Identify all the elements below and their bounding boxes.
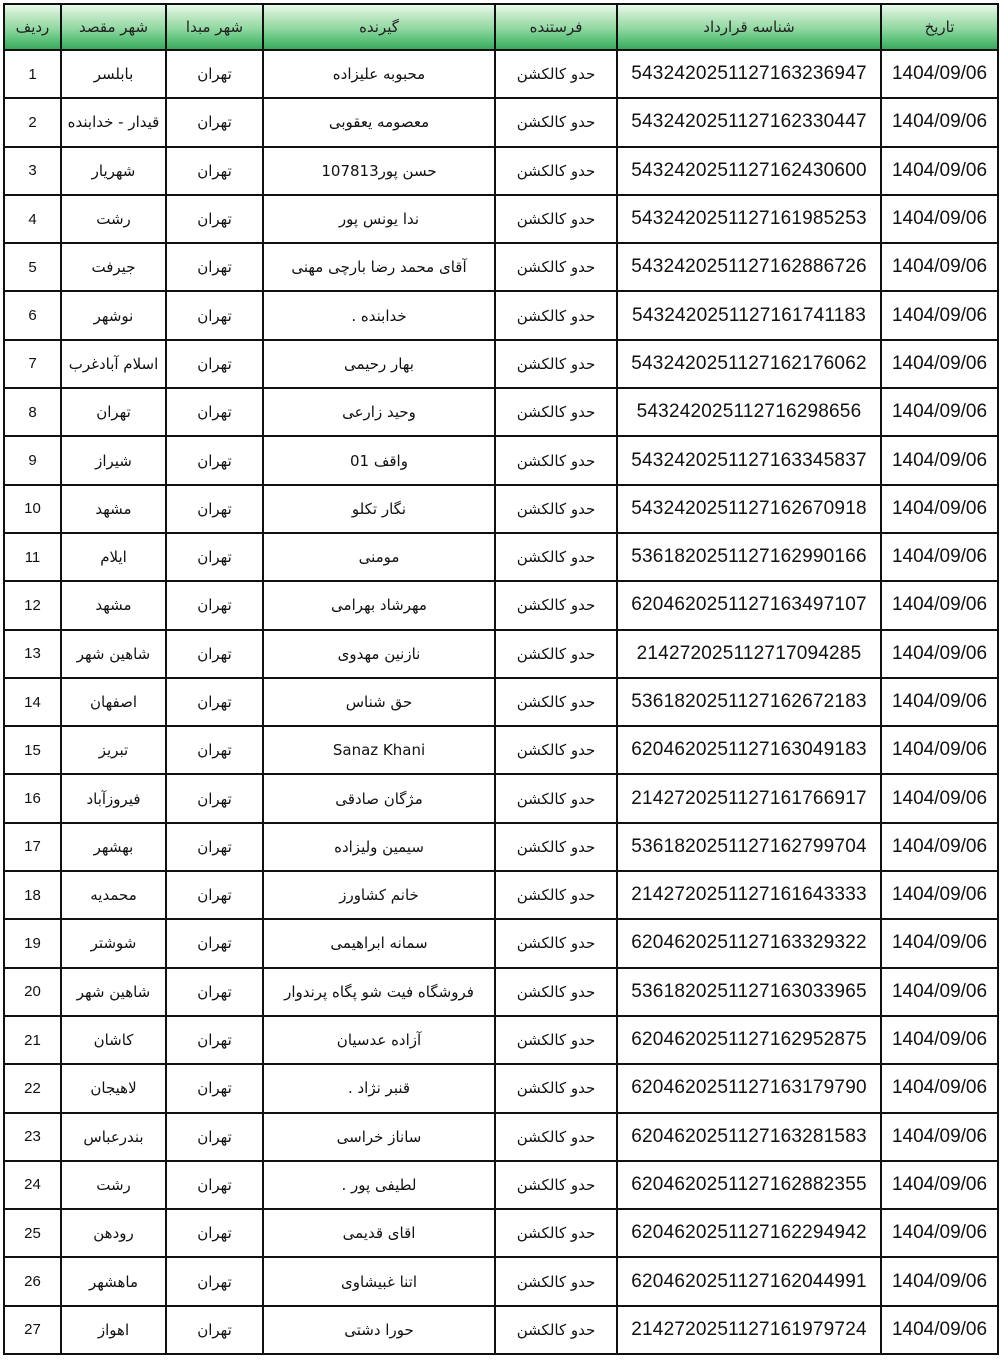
cell-sender: حدو کالکشن xyxy=(495,1064,617,1112)
cell-sender: حدو کالکشن xyxy=(495,147,617,195)
cell-dest-city: اصفهان xyxy=(61,678,166,726)
cell-sender: حدو کالکشن xyxy=(495,485,617,533)
cell-date: 1404/09/06 xyxy=(881,533,998,581)
cell-row-no: 1 xyxy=(4,50,61,98)
table-row xyxy=(4,98,998,146)
cell-receiver: مژگان صادقی xyxy=(263,774,495,822)
cell-origin-city: تهران xyxy=(166,1064,263,1112)
shipments-table xyxy=(3,3,999,1355)
table-row xyxy=(4,1016,998,1064)
table-row xyxy=(4,678,998,726)
cell-receiver: اقای قدیمی xyxy=(263,1209,495,1257)
cell-receiver: حسن پور107813 xyxy=(263,147,495,195)
cell-date: 1404/09/06 xyxy=(881,1113,998,1161)
cell-date: 1404/09/06 xyxy=(881,485,998,533)
cell-dest-city: محمدیه xyxy=(61,871,166,919)
cell-contract-id: 5432420251127161741183 xyxy=(617,291,881,339)
cell-date: 1404/09/06 xyxy=(881,1016,998,1064)
cell-row-no: 27 xyxy=(4,1306,61,1354)
cell-origin-city: تهران xyxy=(166,630,263,678)
cell-contract-id: 5432420251127162176062 xyxy=(617,340,881,388)
cell-dest-city: اسلام آبادغرب xyxy=(61,340,166,388)
cell-row-no: 2 xyxy=(4,98,61,146)
table-row xyxy=(4,823,998,871)
cell-origin-city: تهران xyxy=(166,98,263,146)
table-row xyxy=(4,919,998,967)
cell-row-no: 9 xyxy=(4,436,61,484)
cell-origin-city: تهران xyxy=(166,581,263,629)
cell-origin-city: تهران xyxy=(166,968,263,1016)
cell-row-no: 24 xyxy=(4,1161,61,1209)
cell-receiver: خدابنده . xyxy=(263,291,495,339)
cell-origin-city: تهران xyxy=(166,195,263,243)
cell-dest-city: رشت xyxy=(61,1161,166,1209)
cell-contract-id: 5361820251127162672183 xyxy=(617,678,881,726)
cell-dest-city: تهران xyxy=(61,388,166,436)
cell-origin-city: تهران xyxy=(166,823,263,871)
table-row xyxy=(4,968,998,1016)
cell-origin-city: تهران xyxy=(166,871,263,919)
cell-date: 1404/09/06 xyxy=(881,774,998,822)
cell-dest-city: نوشهر xyxy=(61,291,166,339)
cell-receiver: لطیفی پور . xyxy=(263,1161,495,1209)
table-row xyxy=(4,1257,998,1305)
cell-sender: حدو کالکشن xyxy=(495,774,617,822)
cell-receiver: ندا یونس پور xyxy=(263,195,495,243)
cell-origin-city: تهران xyxy=(166,436,263,484)
cell-date: 1404/09/06 xyxy=(881,98,998,146)
table-row xyxy=(4,485,998,533)
cell-contract-id: 6204620251127163049183 xyxy=(617,726,881,774)
cell-dest-city: مشهد xyxy=(61,485,166,533)
cell-contract-id: 6204620251127162952875 xyxy=(617,1016,881,1064)
cell-date: 1404/09/06 xyxy=(881,726,998,774)
cell-contract-id: 5432420251127163236947 xyxy=(617,50,881,98)
cell-dest-city: تبریز xyxy=(61,726,166,774)
cell-date: 1404/09/06 xyxy=(881,340,998,388)
table-row xyxy=(4,533,998,581)
cell-contract-id: 6204620251127162882355 xyxy=(617,1161,881,1209)
cell-contract-id: 6204620251127162044991 xyxy=(617,1257,881,1305)
cell-dest-city: شهریار xyxy=(61,147,166,195)
cell-sender: حدو کالکشن xyxy=(495,388,617,436)
cell-origin-city: تهران xyxy=(166,50,263,98)
cell-origin-city: تهران xyxy=(166,1161,263,1209)
cell-receiver: حق شناس xyxy=(263,678,495,726)
cell-sender: حدو کالکشن xyxy=(495,50,617,98)
cell-contract-id: 5432420251127161985253 xyxy=(617,195,881,243)
cell-origin-city: تهران xyxy=(166,1016,263,1064)
table-row xyxy=(4,1113,998,1161)
cell-date: 1404/09/06 xyxy=(881,291,998,339)
cell-origin-city: تهران xyxy=(166,243,263,291)
cell-row-no: 13 xyxy=(4,630,61,678)
cell-row-no: 26 xyxy=(4,1257,61,1305)
table-row xyxy=(4,388,998,436)
table-body xyxy=(4,50,998,1354)
cell-dest-city: بندرعباس xyxy=(61,1113,166,1161)
cell-sender: حدو کالکشن xyxy=(495,1113,617,1161)
cell-contract-id: 5432420251127162886726 xyxy=(617,243,881,291)
cell-dest-city: مشهد xyxy=(61,581,166,629)
cell-contract-id: 6204620251127163281583 xyxy=(617,1113,881,1161)
table-row xyxy=(4,243,998,291)
cell-receiver: آزاده عدسیان xyxy=(263,1016,495,1064)
cell-date: 1404/09/06 xyxy=(881,388,998,436)
table-row xyxy=(4,1064,998,1112)
cell-row-no: 18 xyxy=(4,871,61,919)
cell-receiver: معصومه یعقوبی xyxy=(263,98,495,146)
cell-receiver: سمانه ابراهیمی xyxy=(263,919,495,967)
cell-contract-id: 5432420251127162430600 xyxy=(617,147,881,195)
cell-origin-city: تهران xyxy=(166,147,263,195)
cell-sender: حدو کالکشن xyxy=(495,195,617,243)
cell-sender: حدو کالکشن xyxy=(495,291,617,339)
cell-origin-city: تهران xyxy=(166,533,263,581)
header-row xyxy=(4,4,998,50)
cell-receiver: ساناز خراسی xyxy=(263,1113,495,1161)
cell-row-no: 23 xyxy=(4,1113,61,1161)
cell-contract-id: 6204620251127162294942 xyxy=(617,1209,881,1257)
table-row xyxy=(4,774,998,822)
cell-origin-city: تهران xyxy=(166,774,263,822)
cell-dest-city: بابلسر xyxy=(61,50,166,98)
cell-receiver: بهار رحیمی xyxy=(263,340,495,388)
cell-origin-city: تهران xyxy=(166,1306,263,1354)
cell-sender: حدو کالکشن xyxy=(495,630,617,678)
cell-sender: حدو کالکشن xyxy=(495,726,617,774)
table-row xyxy=(4,147,998,195)
cell-receiver: Sanaz Khani xyxy=(263,726,495,774)
cell-dest-city: رشت xyxy=(61,195,166,243)
cell-dest-city: کاشان xyxy=(61,1016,166,1064)
cell-origin-city: تهران xyxy=(166,485,263,533)
cell-sender: حدو کالکشن xyxy=(495,678,617,726)
cell-receiver: وحید زارعی xyxy=(263,388,495,436)
cell-sender: حدو کالکشن xyxy=(495,581,617,629)
cell-date: 1404/09/06 xyxy=(881,1161,998,1209)
table-row xyxy=(4,340,998,388)
cell-contract-id: 214272025112717094285 xyxy=(617,630,881,678)
cell-dest-city: شوشتر xyxy=(61,919,166,967)
cell-dest-city: جیرفت xyxy=(61,243,166,291)
cell-contract-id: 5432420251127162670918 xyxy=(617,485,881,533)
cell-contract-id: 6204620251127163329322 xyxy=(617,919,881,967)
cell-dest-city: قیدار - خدابنده xyxy=(61,98,166,146)
cell-date: 1404/09/06 xyxy=(881,581,998,629)
cell-dest-city: فیروزآباد xyxy=(61,774,166,822)
cell-row-no: 6 xyxy=(4,291,61,339)
cell-sender: حدو کالکشن xyxy=(495,243,617,291)
cell-row-no: 7 xyxy=(4,340,61,388)
cell-date: 1404/09/06 xyxy=(881,1064,998,1112)
cell-origin-city: تهران xyxy=(166,1113,263,1161)
table-row xyxy=(4,195,998,243)
cell-dest-city: اهواز xyxy=(61,1306,166,1354)
cell-row-no: 3 xyxy=(4,147,61,195)
cell-date: 1404/09/06 xyxy=(881,50,998,98)
table-row xyxy=(4,1161,998,1209)
cell-sender: حدو کالکشن xyxy=(495,1161,617,1209)
table-row xyxy=(4,1306,998,1354)
cell-row-no: 19 xyxy=(4,919,61,967)
cell-date: 1404/09/06 xyxy=(881,871,998,919)
cell-receiver: نگار تکلو xyxy=(263,485,495,533)
cell-sender: حدو کالکشن xyxy=(495,871,617,919)
cell-row-no: 8 xyxy=(4,388,61,436)
cell-receiver: نازنین مهدوی xyxy=(263,630,495,678)
cell-contract-id: 2142720251127161979724 xyxy=(617,1306,881,1354)
cell-sender: حدو کالکشن xyxy=(495,1257,617,1305)
table-row xyxy=(4,630,998,678)
header-row-no: ردیف xyxy=(4,4,61,50)
cell-row-no: 5 xyxy=(4,243,61,291)
cell-contract-id: 5361820251127163033965 xyxy=(617,968,881,1016)
table-row xyxy=(4,50,998,98)
cell-sender: حدو کالکشن xyxy=(495,919,617,967)
cell-receiver: آقای محمد رضا بارچی مهنی xyxy=(263,243,495,291)
header-origin-city: شهر مبدا xyxy=(166,4,263,50)
cell-sender: حدو کالکشن xyxy=(495,340,617,388)
cell-sender: حدو کالکشن xyxy=(495,98,617,146)
table-row xyxy=(4,291,998,339)
cell-dest-city: ایلام xyxy=(61,533,166,581)
cell-sender: حدو کالکشن xyxy=(495,823,617,871)
cell-receiver: حورا دشتی xyxy=(263,1306,495,1354)
cell-receiver: قنبر نژاد . xyxy=(263,1064,495,1112)
cell-dest-city: لاهیجان xyxy=(61,1064,166,1112)
cell-row-no: 20 xyxy=(4,968,61,1016)
cell-sender: حدو کالکشن xyxy=(495,1016,617,1064)
cell-dest-city: شاهین شهر xyxy=(61,968,166,1016)
cell-receiver: خانم کشاورز xyxy=(263,871,495,919)
cell-date: 1404/09/06 xyxy=(881,1257,998,1305)
cell-row-no: 10 xyxy=(4,485,61,533)
cell-dest-city: رودهن xyxy=(61,1209,166,1257)
cell-date: 1404/09/06 xyxy=(881,436,998,484)
cell-date: 1404/09/06 xyxy=(881,630,998,678)
cell-date: 1404/09/06 xyxy=(881,968,998,1016)
cell-contract-id: 2142720251127161643333 xyxy=(617,871,881,919)
cell-row-no: 17 xyxy=(4,823,61,871)
cell-row-no: 4 xyxy=(4,195,61,243)
cell-receiver: مهرشاد بهرامی xyxy=(263,581,495,629)
cell-origin-city: تهران xyxy=(166,1209,263,1257)
table-row xyxy=(4,436,998,484)
cell-row-no: 25 xyxy=(4,1209,61,1257)
cell-origin-city: تهران xyxy=(166,1257,263,1305)
cell-date: 1404/09/06 xyxy=(881,243,998,291)
cell-origin-city: تهران xyxy=(166,291,263,339)
header-date: تاریخ xyxy=(881,4,998,50)
table-row xyxy=(4,581,998,629)
cell-contract-id: 2142720251127161766917 xyxy=(617,774,881,822)
cell-contract-id: 5432420251127163345837 xyxy=(617,436,881,484)
table-row xyxy=(4,726,998,774)
cell-row-no: 15 xyxy=(4,726,61,774)
header-contract-id: شناسه قرارداد xyxy=(617,4,881,50)
cell-row-no: 21 xyxy=(4,1016,61,1064)
cell-sender: حدو کالکشن xyxy=(495,1209,617,1257)
cell-contract-id: 5432420251127162330447 xyxy=(617,98,881,146)
header-dest-city: شهر مقصد xyxy=(61,4,166,50)
cell-sender: حدو کالکشن xyxy=(495,968,617,1016)
cell-dest-city: ماهشهر xyxy=(61,1257,166,1305)
cell-receiver: سیمین ولیزاده xyxy=(263,823,495,871)
cell-dest-city: شاهین شهر xyxy=(61,630,166,678)
cell-date: 1404/09/06 xyxy=(881,919,998,967)
cell-sender: حدو کالکشن xyxy=(495,436,617,484)
cell-dest-city: شیراز xyxy=(61,436,166,484)
header-receiver: گیرنده xyxy=(263,4,495,50)
cell-date: 1404/09/06 xyxy=(881,1209,998,1257)
cell-row-no: 11 xyxy=(4,533,61,581)
cell-sender: حدو کالکشن xyxy=(495,1306,617,1354)
header-sender: فرستنده xyxy=(495,4,617,50)
cell-dest-city: بهشهر xyxy=(61,823,166,871)
cell-receiver: فروشگاه فیت شو پگاه پرندوار xyxy=(263,968,495,1016)
cell-receiver: اتنا غبیشاوی xyxy=(263,1257,495,1305)
cell-row-no: 22 xyxy=(4,1064,61,1112)
cell-receiver: واقف 01 xyxy=(263,436,495,484)
cell-row-no: 14 xyxy=(4,678,61,726)
cell-date: 1404/09/06 xyxy=(881,1306,998,1354)
cell-origin-city: تهران xyxy=(166,388,263,436)
cell-origin-city: تهران xyxy=(166,726,263,774)
cell-sender: حدو کالکشن xyxy=(495,533,617,581)
cell-contract-id: 6204620251127163497107 xyxy=(617,581,881,629)
cell-origin-city: تهران xyxy=(166,678,263,726)
cell-receiver: مومنی xyxy=(263,533,495,581)
cell-contract-id: 6204620251127163179790 xyxy=(617,1064,881,1112)
cell-contract-id: 5361820251127162990166 xyxy=(617,533,881,581)
cell-date: 1404/09/06 xyxy=(881,147,998,195)
cell-receiver: محبوبه علیزاده xyxy=(263,50,495,98)
cell-contract-id: 543242025112716298656 xyxy=(617,388,881,436)
table-row xyxy=(4,871,998,919)
table-row xyxy=(4,1209,998,1257)
cell-origin-city: تهران xyxy=(166,919,263,967)
cell-date: 1404/09/06 xyxy=(881,678,998,726)
cell-row-no: 16 xyxy=(4,774,61,822)
cell-date: 1404/09/06 xyxy=(881,195,998,243)
cell-date: 1404/09/06 xyxy=(881,823,998,871)
cell-origin-city: تهران xyxy=(166,340,263,388)
cell-row-no: 12 xyxy=(4,581,61,629)
cell-contract-id: 5361820251127162799704 xyxy=(617,823,881,871)
